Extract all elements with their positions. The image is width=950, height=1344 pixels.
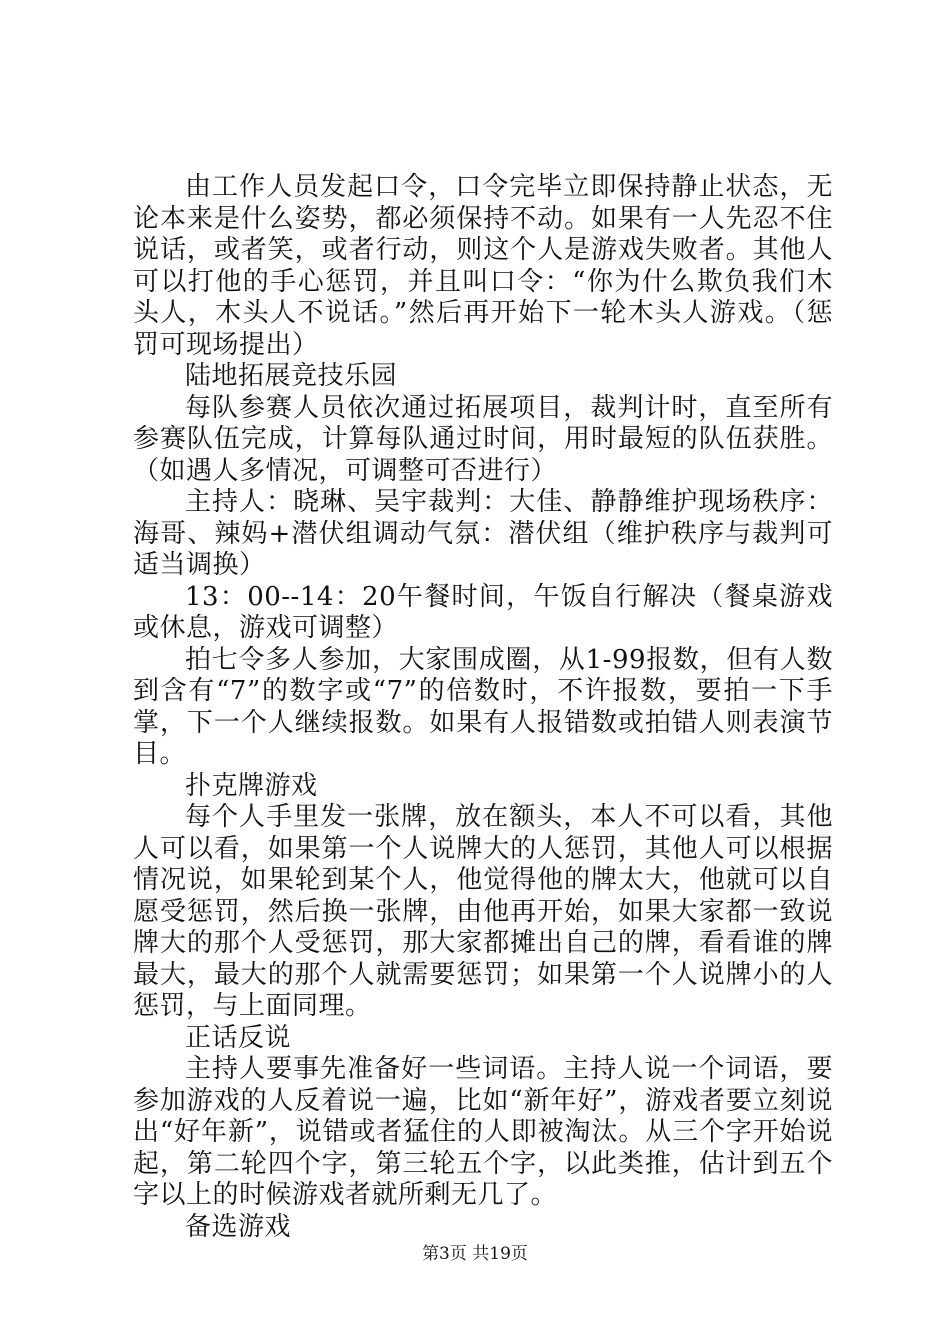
page-number: 第3页 共19页 <box>422 1244 528 1264</box>
paragraph-reverse-words-rules: 主持人要事先准备好一些词语。主持人说一个词语，要参加游戏的人反着说一遍，比如“新年好”，游戏者要立刻说出“好年新”，说错或者猛住的人即被淘汰。从三个字开始说起，第二轮四个字，第三轮五个字，以此类推，估计到五个字以上的时候游戏者就所剩无几了。 <box>133 1054 833 1210</box>
page-footer <box>0 1243 950 1265</box>
document-body <box>133 172 833 1243</box>
heading-reverse-words: 正话反说 <box>185 1022 292 1053</box>
paragraph-wooden-man-rules: 由工作人员发起口令，口令完毕立即保持静止状态，无论本来是什么姿势，都必须保持不动。如果有一人先忍不住说话，或者笑，或者行动，则这个人是游戏失败者。其他人可以打他的手心惩罚，并且叫口令：“你为什么欺负我们木头人，木头人不说话。”然后再开始下一轮木头人游戏。（惩罚可现场提出） <box>133 172 833 360</box>
paragraph-clap-seven: 拍七令多人参加，大家围成圈，从1-99报数，但有人数到含有“7”的数字或“7”的倍数时，不许报数，要拍一下手掌，下一个人继续报数。如果有人报错数或拍错人则表演节目。 <box>133 644 833 769</box>
heading-land-expansion: 陆地拓展竞技乐园 <box>185 361 398 391</box>
paragraph-expansion-rules: 每队参赛人员依次通过拓展项目，裁判计时，直至所有参赛队伍完成，计算每队通过时间，用时最短的队伍获胜。（如遇人多情况，可调整可否进行） <box>133 392 833 486</box>
heading-backup-games: 备选游戏 <box>185 1211 292 1242</box>
paragraph-lunch-time: 13：00--14：20午餐时间，午饭自行解决（餐桌游戏或休息，游戏可调整） <box>133 581 833 643</box>
paragraph-staff-roles: 主持人：晓琳、吴宇裁判：大佳、静静维护现场秩序：海哥、辣妈+潜伏组调动气氛：潜伏组（维护秩序与裁判可适当调换） <box>133 487 833 580</box>
paragraph-poker-rules: 每个人手里发一张牌，放在额头，本人不可以看，其他人可以看，如果第一个人说牌大的人惩罚，其他人可以根据情况说，如果轮到某个人，他觉得他的牌太大，他就可以自愿受惩罚，然后换一张牌，由他再开始，如果大家都一致说牌大的那个人受惩罚，那大家都摊出自己的牌，看看谁的牌最大，最大的那个人就需要惩罚；如果第一个人说牌小的人惩罚，与上面同理。 <box>133 802 833 1021</box>
heading-poker-game: 扑克牌游戏 <box>185 770 318 801</box>
